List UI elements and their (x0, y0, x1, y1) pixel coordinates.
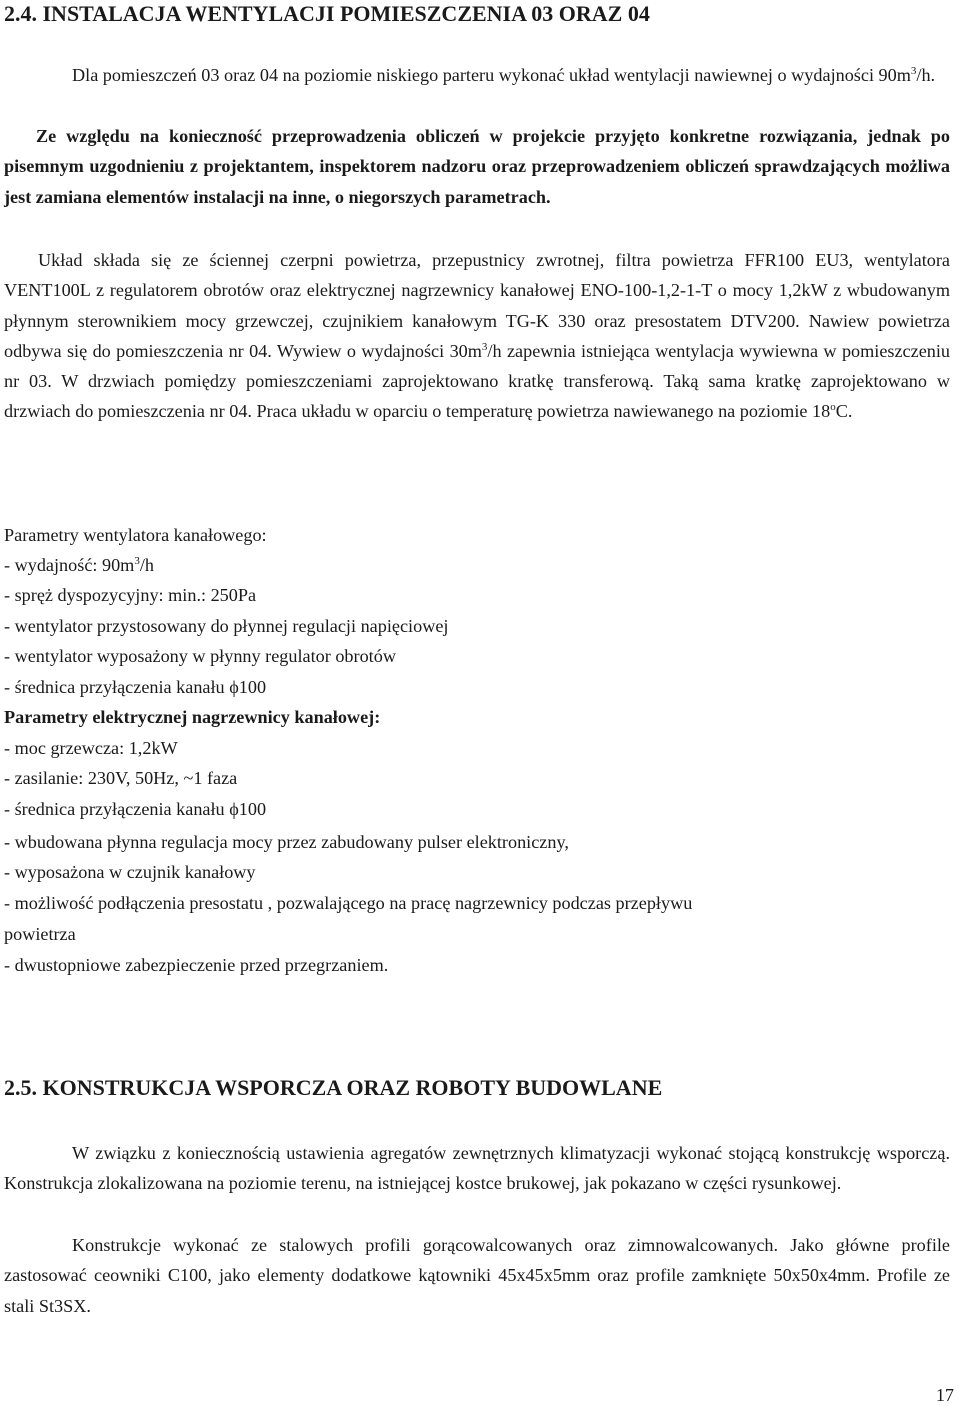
description-text-end: C. (835, 401, 853, 422)
bold-note-paragraph: Ze względu na konieczność przeprowadzenia obliczeń w projekcie przyjęto konkretne rozwiązania, jednak po pisemnym uzgodnieniu z projektantem, inspektorem nadzoru oraz przeprowadzeniem obliczeń sprawdzających możliwa jest zamiana elementów instalacji na inne, o niegorszych parametrach. (4, 126, 950, 207)
page-number: 17 (935, 1385, 954, 1405)
section-heading-2-4: 2.4. INSTALACJA WENTYLACJI POMIESZCZENIA 03 ORAZ 04 (4, 1, 650, 26)
heater-parameter-item: - możliwość podłączenia presostatu , pozwalającego na pracę nagrzewnicy podczas przepływu (4, 893, 693, 913)
fan-capacity-unit: /h (139, 555, 154, 575)
heater-parameter-item: - zasilanie: 230V, 50Hz, ~1 faza (4, 768, 238, 788)
support-structure-paragraph: W związku z koniecznością ustawienia agregatów zewnętrznych klimatyzacji wykonać stojącą konstrukcję wsporczą. Konstrukcja zlokalizowana na poziomie terenu, na istniejącej kostce brukowej, jak pokazano w części rysunkowej. (4, 1143, 950, 1194)
fan-parameters-heading: Parametry wentylatora kanałowego: (4, 525, 267, 545)
fan-parameter-item: - spręż dyspozycyjny: min.: 250Pa (4, 585, 257, 605)
unit-superscript: 3 (134, 555, 140, 567)
steel-profiles-paragraph: Konstrukcje wykonać ze stalowych profili gorącowalcowanych oraz zimnowalcowanych. Jako główne profile zastosować ceowniki C100, jako elementy dodatkowe kątowniki 45x45x5mm oraz profile zamknięte 50x50x4mm. Profile ze stali St3SX. (4, 1235, 950, 1316)
heater-parameter-item: - wyposażona w czujnik kanałowy (4, 862, 256, 882)
heater-parameter-item: - moc grzewcza: 1,2kW (4, 738, 178, 758)
section-heading-2-5: 2.5. KONSTRUKCJA WSPORCZA ORAZ ROBOTY BUDOWLANE (4, 1075, 663, 1100)
heater-parameter-item: - dwustopniowe zabezpieczenie przed przegrzaniem. (4, 955, 389, 975)
fan-parameter-item: - średnica przyłączenia kanału ϕ100 (4, 677, 267, 697)
description-text-cont: /h zapewnia istniejąca wentylacja wywiewna w pomieszczeniu nr 03. W drzwiach pomiędzy pomieszczeniami zaprojektowano kratkę transferową. Taką sama kratkę zaprojektowano w drzwiach do pomieszczenia nr 04. Praca układu w oparciu o temperaturę powietrza nawiewanego na poziomie 18 (4, 340, 951, 422)
fan-parameter-item: - wentylator przystosowany do płynnej regulacji napięciowej (4, 616, 449, 636)
description-paragraph (4, 245, 950, 427)
intro-paragraph (4, 60, 950, 90)
heater-parameter-item: - średnica przyłączenia kanału ϕ100 (4, 799, 267, 819)
fan-capacity-text: - wydajność: 90m (4, 555, 135, 575)
unit-superscript: 3 (481, 340, 488, 353)
heater-parameters-heading: Parametry elektrycznej nagrzewnicy kanałowej: (4, 707, 381, 727)
fan-parameter-capacity (4, 550, 154, 580)
unit-superscript: 3 (910, 65, 917, 77)
intro-text-end: /h. (916, 65, 936, 85)
heater-parameter-item: - wbudowana płynna regulacja mocy przez zabudowany pulser elektroniczny, (4, 832, 569, 852)
heater-parameter-item: powietrza (4, 924, 76, 944)
fan-parameter-item: - wentylator wyposażony w płynny regulator obrotów (4, 646, 396, 666)
intro-text: Dla pomieszczeń 03 oraz 04 na poziomie niskiego parteru wykonać układ wentylacji nawiewnej o wydajności 90m (72, 65, 911, 85)
degree-superscript: o (830, 401, 836, 414)
description-text: Układ składa się ze ściennej czerpni powietrza, przepustnicy zwrotnej, filtra powietrza FFR100 EU3, wentylatora VENT100L z regulatorem obrotów oraz elektrycznej nagrzewnicy kanałowej ENO-100-1,2-1-T o mocy 1,2kW z wbudowanym płynnym sterownikiem mocy grzewczej, czujnikiem kanałowym TG-K 330 oraz presostatem DTV200. Nawiew powietrza odbywa się do pomieszczenia nr 04. Wywiew o wydajności 30m (4, 250, 950, 361)
